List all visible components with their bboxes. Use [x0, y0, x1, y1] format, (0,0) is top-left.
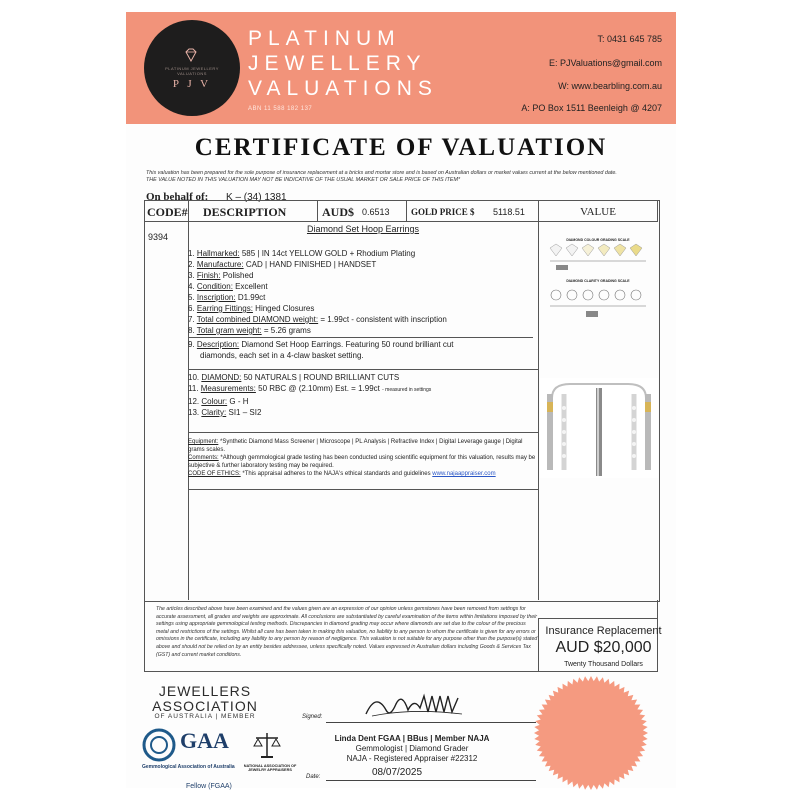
- divider: [188, 489, 538, 490]
- abn-number: ABN 11 588 182 137: [248, 106, 313, 112]
- value-col-divider: [538, 221, 539, 600]
- contact-web[interactable]: W: www.bearbling.com.au: [558, 81, 662, 91]
- equipment-note: Equipment: *Synthetic Diamond Mass Screener | Microscope | PL Analysis | Refractive Index | Digital Leverage gauge | Digital grams scales.: [188, 439, 523, 453]
- intro-line-2: THE VALUE NOTED IN THIS VALUATION MAY NOT BE INDICATIVE OF THE USUAL MARKET OR SALE PRICE OF THIS ITEM*: [146, 177, 461, 183]
- description-header: DESCRIPTION: [203, 205, 287, 219]
- contact-phone: T: 0431 645 785: [597, 34, 662, 44]
- insurance-words: Twenty Thousand Dollars: [564, 661, 643, 668]
- code-header-cell: [144, 200, 189, 222]
- naja-scales-icon: [252, 730, 282, 760]
- intro-text: [146, 170, 666, 184]
- fellow-label: Fellow (FGAA): [186, 783, 232, 790]
- jewellers-association-logo: [144, 684, 266, 714]
- certificate-date: 08/07/2025: [372, 767, 423, 778]
- comments-note: Comments: *Although gemmological grade testing has been conducted using scientific equipment for this valuation, results may be subjective & further laboratory testing may be required.: [188, 455, 536, 469]
- clarity-scale-title: DIAMOND CLARITY GRADING SCALE: [566, 279, 630, 283]
- signatory-role: Gemmologist | Diamond Grader: [355, 744, 469, 753]
- aud-label: AUD$: [322, 205, 354, 219]
- diamond-line: 13. Clarity: SI1 – SI2: [188, 408, 262, 417]
- value-header: VALUE: [580, 206, 616, 218]
- diamond-details: [188, 372, 533, 418]
- diamond-line: 10. DIAMOND: 50 NATURALS | ROUND BRILLIANT CUTS: [188, 373, 400, 382]
- desc-header-cell: [188, 200, 318, 222]
- behalf-value: K – (34) 1381: [226, 192, 287, 203]
- item-line: 7. Total combined DIAMOND weight: = 1.99ct - consistent with inscription: [188, 315, 447, 324]
- gold-value: 5118.51: [493, 207, 525, 217]
- contact-address: A: PO Box 1511 Beenleigh @ 4207: [521, 103, 662, 113]
- gaa-logo-text: GAA: [180, 728, 229, 753]
- pjv-logo: [144, 20, 240, 116]
- signatory-registration: NAJA - Registered Appraiser #22312: [346, 754, 478, 763]
- gold-label: GOLD PRICE $: [411, 207, 475, 217]
- seal-stamp-icon: [532, 674, 650, 792]
- signature-image: [362, 688, 472, 722]
- logo-ring-text: PLATINUM JEWELLERY VALUATIONS: [165, 66, 219, 76]
- diamond-line: 11. Measurements: 50 RBC @ (2.10mm) Est. = 1.99ct - measured in settings: [188, 384, 432, 393]
- colour-scale-graphic: [546, 242, 650, 272]
- divider: [188, 432, 538, 433]
- certificate-title: CERTIFICATE OF VALUATION: [194, 134, 608, 161]
- ja-line-1: JEWELLERS: [158, 683, 252, 699]
- item-line: 8. Total gram weight: = 5.26 grams: [188, 326, 311, 335]
- insurance-label: Insurance Replacement: [545, 625, 662, 637]
- behalf-label: On behalf of:: [146, 191, 209, 203]
- contact-email[interactable]: E: PJValuations@gmail.com: [548, 58, 662, 68]
- code-header: CODE#: [147, 205, 188, 219]
- gaa-subtitle: Gemmological Association of Australia: [142, 764, 235, 770]
- disclaimer-text: The articles described above have been examined and the values given are an expression of our opinion unless gemstones have been removed from settings for accurate assessment, all grades and weights are approximate. All conclusions are substantiated by careful examination of the items within limitations imposed by their settings using appropriate gemmological testing methods. Discrepancies in diamond grading may occur where diamonds are set due to the colour of the precious metal and restrictions of the settings. Whilst all care has been taken in making this valuation, no liability to any person to whom the certificate is given for any errors or omissions in the certificate, including any liability to any person by reason of negligence. This valuation is not suitable for any purpose other than the purpose(s) stated above and should not be relied on by an entity besides addressee, unless specifically noted. Values expressed in Australian dollars including Goods & Services Tax (GST) and current market conditions.: [156, 606, 538, 658]
- naja-subtitle: NATIONAL ASSOCIATION OF JEWELRY APPRAISERS: [243, 764, 297, 772]
- clarity-scale-graphic: [546, 283, 650, 323]
- letterhead: [126, 12, 676, 124]
- gold-header-cell: [406, 200, 539, 222]
- signed-label: Signed:: [302, 714, 323, 720]
- value-header-cell: [538, 200, 658, 222]
- item-line: diamonds, each set in a 4-claw basket setting.: [200, 351, 364, 360]
- earrings-photo: [540, 378, 658, 478]
- logo-letters: P J V: [172, 78, 212, 90]
- signatory-block: [322, 734, 502, 764]
- grading-scales: [546, 238, 650, 328]
- item-line: 2. Manufacture: CAD | HAND FINISHED | HANDSET: [188, 260, 377, 269]
- date-label: Date:: [306, 774, 321, 780]
- item-line: 3. Finish: Polished: [188, 271, 254, 280]
- brand-name: [248, 26, 438, 101]
- divider: [188, 369, 538, 370]
- ja-subtitle: OF AUSTRALIA | MEMBER: [154, 713, 256, 720]
- insurance-amount: AUD $20,000: [555, 639, 652, 656]
- signatory-name: Linda Dent FGAA | BBus | Member NAJA: [334, 734, 490, 743]
- item-line: 6. Earring Fittings: Hinged Closures: [188, 304, 315, 313]
- item-line: 4. Condition: Excellent: [188, 282, 268, 291]
- date-line: [326, 780, 536, 781]
- ethics-note: CODE OF ETHICS: *This appraisal adheres to the NAJA's ethical standards and guidelines www.najaappraiser.com: [188, 471, 496, 477]
- item-title: Diamond Set Hoop Earrings: [306, 224, 420, 234]
- brand-line-1: PLATINUM: [248, 27, 401, 50]
- signature-line: [326, 722, 536, 723]
- item-line: 1. Hallmarked: 585 | IN 14ct YELLOW GOLD + Rhodium Plating: [188, 249, 416, 258]
- item-line: 5. Inscription: D1.99ct: [188, 293, 266, 302]
- notes-section: [188, 438, 538, 478]
- naja-link[interactable]: www.najaappraiser.com: [432, 471, 496, 477]
- item-line: 9. Description: Diamond Set Hoop Earrings. Featuring 50 round brilliant cut: [188, 337, 533, 350]
- ja-line-2: ASSOCIATION: [152, 698, 258, 714]
- brand-line-3: VALUATIONS: [248, 77, 438, 100]
- diamond-icon: [184, 48, 198, 62]
- item-details: [188, 248, 533, 361]
- certificate-page: [126, 12, 676, 788]
- brand-line-2: JEWELLERY: [248, 52, 427, 75]
- intro-line-1: This valuation has been prepared for the sole purpose of insurance replacement at a bricks and mortar store and is based on Australian dollars or market values current at the below mentioned date.: [146, 170, 617, 176]
- gaa-emblem-icon: [142, 728, 176, 762]
- aud-value: 0.6513: [362, 207, 390, 217]
- diamond-line: 12. Colour: G - H: [188, 397, 249, 406]
- item-code: 9394: [148, 232, 169, 242]
- aud-header-cell: [317, 200, 407, 222]
- colour-scale-title: DIAMOND COLOUR GRADING SCALE: [566, 238, 630, 242]
